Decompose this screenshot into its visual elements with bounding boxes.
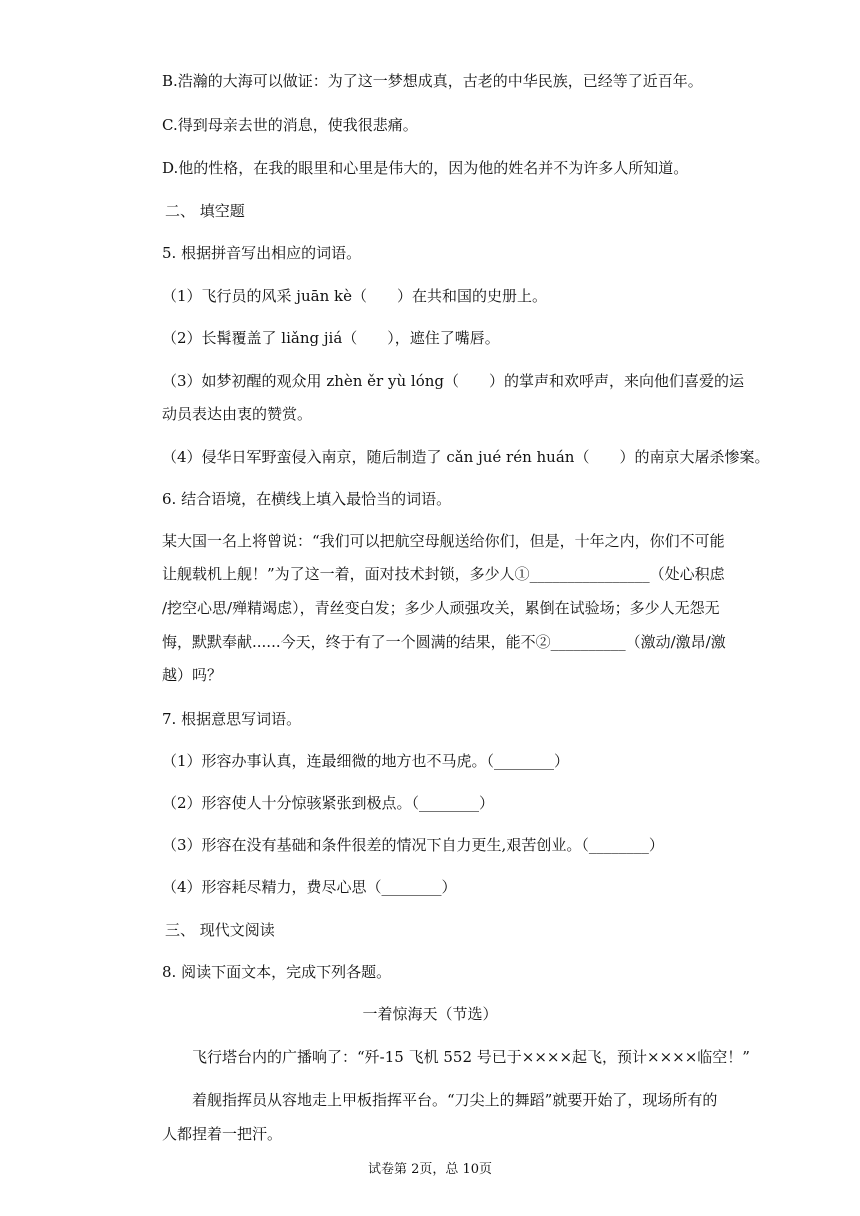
option-d: D.他的性格，在我的眼里和心里是伟大的，因为他的姓名并不为许多人所知道。: [162, 159, 689, 177]
article-title: 一着惊海天（节选）: [362, 1005, 498, 1023]
question-6-passage-line-5: 越）吗？: [162, 666, 223, 684]
question-5-item-1: （1）飞行员的风采 juān kè（ ）在共和国的史册上。: [162, 287, 547, 305]
question-5-item-2: （2）长髯覆盖了 liǎng jiá（ ），遮住了嘴唇。: [162, 329, 500, 347]
question-6-passage-line-2: 让舰载机上舰！”为了这一着，面对技术封锁，多少人①________________（处心积虑: [162, 565, 725, 583]
question-5-item-4: （4）侵华日军野蛮侵入南京，随后制造了 cǎn jué rén huán（ ）的南京大屠杀惨案。: [162, 448, 770, 466]
question-5-item-3-cont: 动员表达由衷的赞赏。: [162, 405, 313, 423]
option-b: B.浩瀚的大海可以做证：为了这一梦想成真，古老的中华民族，已经等了近百年。: [162, 72, 703, 90]
question-6-passage-line-3: /挖空心思/殚精竭虑），青丝变白发；多少人顽强攻关，累倒在试验场；多少人无怨无: [162, 599, 720, 617]
page-footer: 试卷第 2页，总 10页: [367, 1162, 493, 1177]
question-7-item-1: （1）形容办事认真，连最细微的地方也不马虎。（________）: [162, 752, 570, 770]
article-paragraph-2-cont: 人都捏着一把汗。: [162, 1125, 283, 1143]
question-6-passage-line-1: 某大国一名上将曾说：“我们可以把航空母舰送给你们，但是，十年之内，你们不可能: [162, 532, 725, 550]
question-7-stem: 7. 根据意思写词语。: [162, 710, 302, 728]
question-7-item-4: （4）形容耗尽精力，费尽心思（________）: [162, 878, 457, 896]
question-5-item-3: （3）如梦初醒的观众用 zhèn ěr yù lóng（ ）的掌声和欢呼声，来向他们喜爱的运: [162, 372, 744, 390]
article-paragraph-2: 着舰指挥员从容地走上甲板指挥平台。“刀尖上的舞蹈”就要开始了，现场所有的: [192, 1091, 718, 1109]
question-7-item-3: （3）形容在没有基础和条件很差的情况下自力更生,艰苦创业。（________）: [162, 836, 664, 854]
section-heading-reading: 三、 现代文阅读: [165, 921, 275, 939]
question-5-stem: 5. 根据拼音写出相应的词语。: [162, 244, 362, 262]
question-6-passage-line-4: 悔，默默奉献......今天，终于有了一个圆满的结果，能不②__________（激动/激昂/激: [162, 633, 726, 651]
question-8-stem: 8. 阅读下面文本，完成下列各题。: [162, 963, 392, 981]
question-6-stem: 6. 结合语境，在横线上填入最恰当的词语。: [162, 490, 452, 508]
article-paragraph-1: 飞行塔台内的广播响了：“歼-15 飞机 552 号已于××××起飞，预计××××临空！”: [192, 1048, 750, 1066]
section-heading-fill-blank: 二、 填空题: [165, 202, 245, 220]
option-c: C.得到母亲去世的消息，使我很悲痛。: [162, 116, 418, 134]
question-7-item-2: （2）形容使人十分惊骇紧张到极点。（________）: [162, 794, 495, 812]
